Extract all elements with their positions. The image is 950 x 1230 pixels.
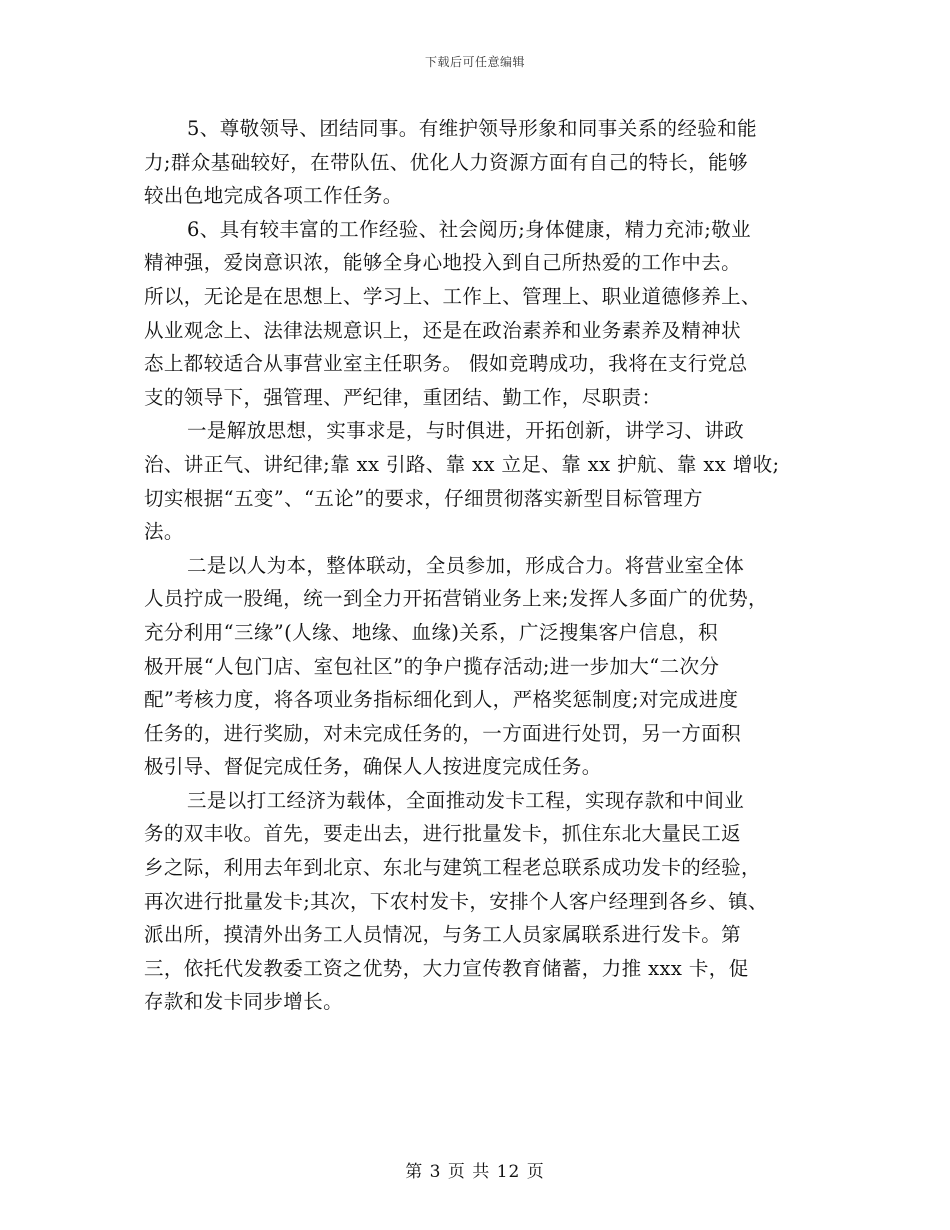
text-line: 务的双丰收。首先，要走出去，进行批量发卡，抓住东北大量民工返 xyxy=(144,822,742,846)
text-line: 支的领导下，强管理、严纪律，重团结、勤工作，尽职责： xyxy=(144,385,662,409)
page-number-footer: 第 3 页 共 12 页 xyxy=(405,1162,545,1182)
text-line: 一是解放思想，实事求是，与时俱进，开拓创新，讲学习、讲政 xyxy=(187,419,745,443)
text-line: 任务的，进行奖励，对未完成任务的，一方面进行处罚，另一方面积 xyxy=(144,721,742,745)
text-line: 精神强，爱岗意识浓，能够全身心地投入到自己所热爱的工作中去。 xyxy=(144,251,742,275)
text-line: 人员拧成一股绳，统一到全力开拓营销业务上来;发挥人多面广的优势， xyxy=(144,587,768,611)
paragraph-point-one xyxy=(144,414,816,548)
text-line: 乡之际，利用去年到北京、东北与建筑工程老总联系成功发卡的经验， xyxy=(144,856,761,880)
text-line: 三，依托代发教委工资之优势，大力宣传教育储蓄，力推 xxx 卡，促 xyxy=(144,956,749,980)
page-header: 下载后可任意编辑 xyxy=(424,55,525,69)
text-line: 配”考核力度，将各项业务指标细化到人，严格奖惩制度;对完成进度 xyxy=(144,688,739,712)
paragraph-point-two xyxy=(144,549,816,784)
text-line: 三是以打工经济为载体，全面推动发卡工程，实现存款和中间业 xyxy=(187,788,745,812)
text-line: 极引导、督促完成任务，确保人人按进度完成任务。 xyxy=(144,755,602,779)
paragraph-5 xyxy=(144,112,816,213)
text-line: 二是以人为本，整体联动，全员参加，形成合力。将营业室全体 xyxy=(187,553,745,577)
paragraph-point-three xyxy=(144,784,816,1019)
text-line: 从业观念上、法律法规意识上，还是在政治素养和业务素养及精神状 xyxy=(144,318,742,342)
text-line: 法。 xyxy=(144,520,184,544)
text-line: 态上都较适合从事营业室主任职务。 假如竞聘成功，我将在支行党总 xyxy=(144,352,748,376)
text-line: 切实根据“五变”、“五论”的要求，仔细贯彻落实新型目标管理方 xyxy=(144,486,703,510)
text-line: 5、尊敬领导、团结同事。有维护领导形象和同事关系的经验和能 xyxy=(187,117,758,140)
text-line: 所以，无论是在思想上、学习上、工作上、管理上、职业道德修养上、 xyxy=(144,284,761,308)
text-line: 派出所，摸清外出务工人员情况，与务工人员家属联系进行发卡。第 xyxy=(144,923,742,947)
text-line: 较出色地完成各项工作任务。 xyxy=(144,184,403,208)
text-line: 再次进行批量发卡;其次，下农村发卡，安排个人客户经理到各乡、镇、 xyxy=(144,889,768,913)
text-line: 存款和发卡同步增长。 xyxy=(144,990,344,1014)
text-line: 6、具有较丰富的工作经验、社会阅历;身体健康，精力充沛;敬业 xyxy=(187,217,752,241)
paragraph-6 xyxy=(144,213,816,415)
text-line: 治、讲正气、讲纪律;靠 xx 引路、靠 xx 立足、靠 xx 护航、靠 xx 增收; xyxy=(144,452,780,476)
text-line: 极开展“人包门店、室包社区”的争户揽存活动;进一步加大“二次分 xyxy=(144,654,720,678)
document-body xyxy=(144,112,816,1019)
text-line: 充分利用“三缘”(人缘、地缘、血缘)关系，广泛搜集客户信息，积 xyxy=(144,620,719,644)
text-line: 力;群众基础较好，在带队伍、优化人力资源方面有自己的特长，能够 xyxy=(144,150,748,174)
